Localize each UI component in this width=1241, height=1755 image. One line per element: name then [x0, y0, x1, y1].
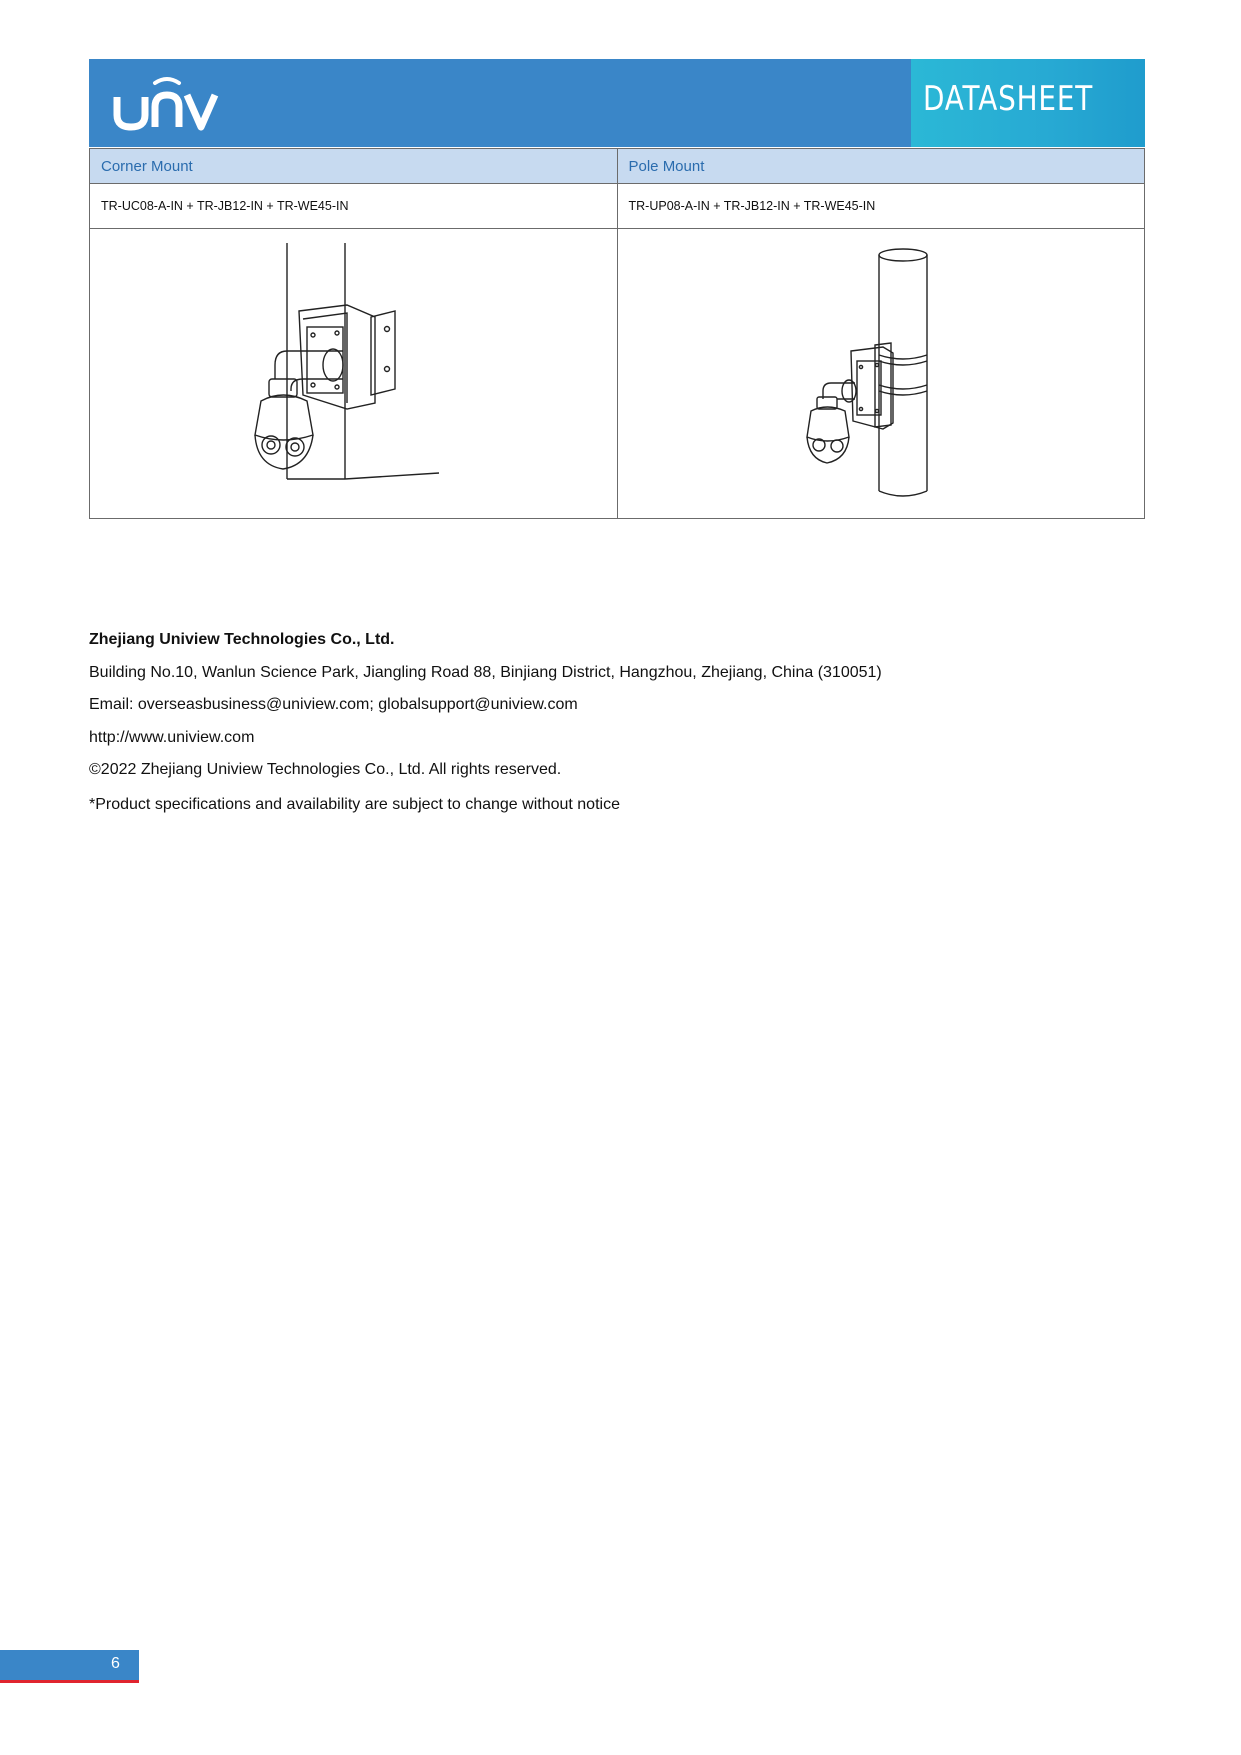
disclaimer-note: *Product specifications and availability are subject to change without notice [89, 795, 620, 813]
table-header-row [90, 149, 1145, 184]
company-address: Building No.10, Wanlun Science Park, Jiangling Road 88, Binjiang District, Hangzhou, Zhejiang, China (310051) [89, 663, 882, 681]
pole-mount-title: Pole Mount [617, 149, 1145, 184]
page-header [89, 59, 1145, 147]
unv-logo [107, 69, 227, 135]
datasheet-badge [911, 59, 1145, 147]
table-row [90, 229, 1145, 519]
page-number: 6 [111, 1655, 120, 1672]
footer-accent-line [0, 1680, 139, 1683]
pole-mount-model: TR-UP08-A-IN + TR-JB12-IN + TR-WE45-IN [617, 184, 1145, 229]
corner-mount-model: TR-UC08-A-IN + TR-JB12-IN + TR-WE45-IN [90, 184, 618, 229]
pole-mount-drawing [771, 239, 991, 509]
table-row [90, 184, 1145, 229]
pole-mount-image-cell [617, 229, 1145, 519]
corner-mount-drawing [243, 239, 463, 509]
corner-mount-image-cell [90, 229, 618, 519]
corner-mount-title: Corner Mount [90, 149, 618, 184]
copyright-text: ©2022 Zhejiang Uniview Technologies Co., Ltd. All rights reserved. [89, 761, 562, 778]
company-name: Zhejiang Uniview Technologies Co., Ltd. [89, 631, 395, 648]
datasheet-label: DATASHEET [923, 79, 1094, 119]
company-info [89, 624, 882, 821]
company-website[interactable]: http://www.uniview.com [89, 728, 255, 746]
company-email[interactable]: Email: overseasbusiness@uniview.com; globalsupport@uniview.com [89, 696, 578, 713]
mount-accessories-table [89, 148, 1145, 519]
